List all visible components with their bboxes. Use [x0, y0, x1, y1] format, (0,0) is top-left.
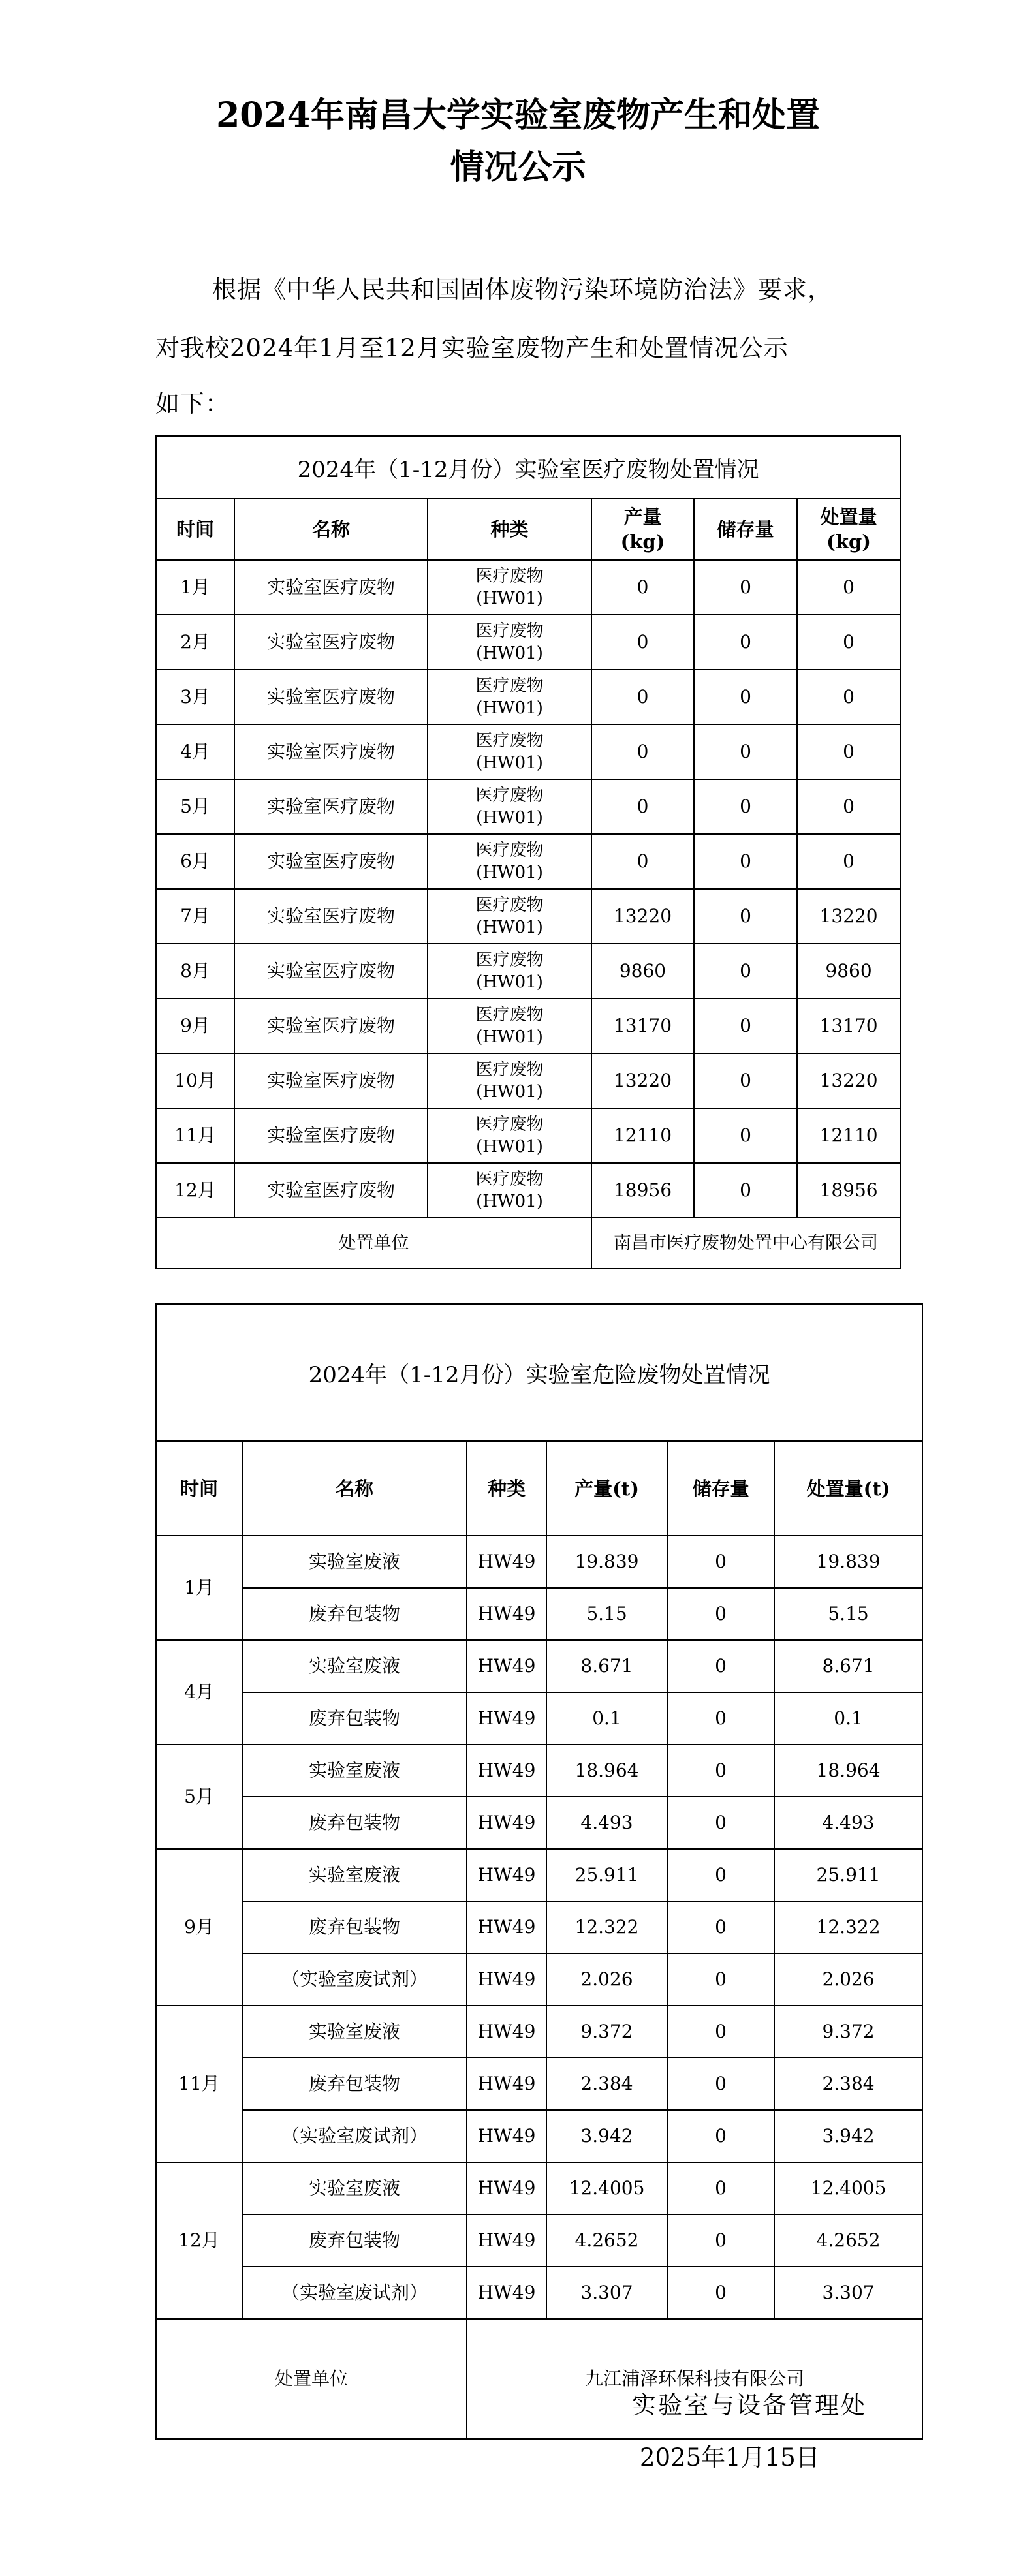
- kind-line-2: (HW01): [476, 972, 543, 992]
- name-cell: （实验室废试剂）: [242, 2110, 467, 2162]
- disposed-cell: 25.911: [774, 1849, 922, 1901]
- name-cell: 实验室医疗废物: [234, 615, 428, 670]
- kind-line-2: (HW01): [476, 918, 543, 937]
- stored-cell: 0: [667, 1588, 774, 1640]
- header-disposed-line-1: 处置量: [820, 506, 877, 528]
- disposed-cell: 18956: [797, 1163, 900, 1218]
- table-row: [156, 1797, 922, 1849]
- month-cell: 5月: [156, 1745, 242, 1849]
- kind-cell: HW49: [467, 1692, 546, 1745]
- kind-line-1: 医疗废物: [475, 895, 544, 915]
- name-cell: 实验室医疗废物: [234, 670, 428, 724]
- name-cell: 废弃包装物: [242, 1901, 467, 1953]
- stored-cell: 0: [694, 779, 797, 834]
- kind-cell: HW49: [467, 2058, 546, 2110]
- name-cell: 实验室医疗废物: [234, 560, 428, 615]
- stored-cell: 0: [694, 1163, 797, 1218]
- disposed-cell: 8.671: [774, 1640, 922, 1692]
- name-cell: （实验室废试剂）: [242, 1953, 467, 2006]
- disposed-cell: 4.2652: [774, 2214, 922, 2267]
- stored-cell: 0: [694, 889, 797, 944]
- issue-date: 2025年1月15日: [640, 2444, 820, 2472]
- stored-cell: 0: [694, 1108, 797, 1163]
- disposed-cell: 4.493: [774, 1797, 922, 1849]
- disposed-cell: 12110: [797, 1108, 900, 1163]
- produced-cell: 2.384: [546, 2058, 667, 2110]
- table-row: [156, 1692, 922, 1745]
- disposal-unit-label: 处置单位: [156, 2319, 467, 2439]
- name-cell: 实验室医疗废物: [234, 889, 428, 944]
- disposed-cell: 0: [797, 724, 900, 779]
- produced-cell: 5.15: [546, 1588, 667, 1640]
- table-row: [156, 2058, 922, 2110]
- month-cell: 6月: [156, 834, 234, 889]
- stored-cell: 0: [694, 670, 797, 724]
- disposed-cell: 19.839: [774, 1536, 922, 1588]
- table-row: [156, 2006, 922, 2058]
- hazardous-table-caption: 2024年（1-12月份）实验室危险废物处置情况: [156, 1304, 922, 1441]
- kind-cell: [428, 670, 591, 724]
- disposed-cell: 3.942: [774, 2110, 922, 2162]
- document-title-line-1: 2024年南昌大学实验室废物产生和处置: [216, 95, 820, 135]
- hazardous-waste-table: [155, 1303, 923, 2440]
- kind-cell: [428, 1108, 591, 1163]
- kind-line-1: 医疗废物: [475, 621, 544, 641]
- month-cell: 11月: [156, 1108, 234, 1163]
- table-row: [156, 724, 900, 779]
- name-cell: 实验室废液: [242, 2162, 467, 2214]
- header-kind: 种类: [428, 499, 591, 560]
- kind-cell: [428, 889, 591, 944]
- name-cell: 实验室废液: [242, 2006, 467, 2058]
- disposed-cell: 12.4005: [774, 2162, 922, 2214]
- kind-line-2: (HW01): [476, 863, 543, 882]
- name-cell: 实验室医疗废物: [234, 834, 428, 889]
- stored-cell: 0: [667, 1901, 774, 1953]
- disposal-unit-value: 南昌市医疗废物处置中心有限公司: [591, 1218, 900, 1269]
- month-cell: 12月: [156, 2162, 242, 2319]
- produced-cell: 18.964: [546, 1745, 667, 1797]
- kind-cell: HW49: [467, 1849, 546, 1901]
- name-cell: 废弃包装物: [242, 2214, 467, 2267]
- kind-cell: [428, 779, 591, 834]
- kind-cell: HW49: [467, 2006, 546, 2058]
- stored-cell: 0: [667, 2006, 774, 2058]
- produced-cell: 4.493: [546, 1797, 667, 1849]
- month-cell: 4月: [156, 724, 234, 779]
- name-cell: 实验室医疗废物: [234, 944, 428, 999]
- table-row: [156, 779, 900, 834]
- produced-cell: 0: [591, 724, 694, 779]
- month-cell: 1月: [156, 560, 234, 615]
- table-row: [156, 1536, 922, 1588]
- produced-cell: 3.942: [546, 2110, 667, 2162]
- header-disposed: [797, 499, 900, 560]
- stored-cell: 0: [694, 834, 797, 889]
- stored-cell: 0: [694, 615, 797, 670]
- kind-cell: [428, 1053, 591, 1108]
- kind-cell: [428, 560, 591, 615]
- disposed-cell: 2.384: [774, 2058, 922, 2110]
- name-cell: 废弃包装物: [242, 1692, 467, 1745]
- produced-cell: 12.4005: [546, 2162, 667, 2214]
- kind-line-2: (HW01): [476, 1192, 543, 1211]
- medical-table-header-row: [156, 499, 900, 560]
- kind-line-1: 医疗废物: [475, 786, 544, 805]
- month-cell: 12月: [156, 1163, 234, 1218]
- stored-cell: 0: [694, 999, 797, 1053]
- kind-cell: [428, 944, 591, 999]
- produced-cell: 9.372: [546, 2006, 667, 2058]
- kind-line-1: 医疗废物: [475, 950, 544, 970]
- month-cell: 10月: [156, 1053, 234, 1108]
- month-cell: 9月: [156, 999, 234, 1053]
- produced-cell: 3.307: [546, 2267, 667, 2319]
- header-disposed-line-2: (kg): [826, 531, 871, 553]
- kind-cell: HW49: [467, 2110, 546, 2162]
- header-time: 时间: [156, 1441, 242, 1536]
- table-row: [156, 2162, 922, 2214]
- kind-cell: [428, 834, 591, 889]
- issuing-department: 实验室与设备管理处: [632, 2391, 867, 2419]
- stored-cell: 0: [667, 2267, 774, 2319]
- kind-line-2: (HW01): [476, 698, 543, 718]
- disposed-cell: 13170: [797, 999, 900, 1053]
- kind-cell: HW49: [467, 2214, 546, 2267]
- name-cell: （实验室废试剂）: [242, 2267, 467, 2319]
- kind-cell: HW49: [467, 2267, 546, 2319]
- month-cell: 4月: [156, 1640, 242, 1745]
- header-name: 名称: [234, 499, 428, 560]
- month-cell: 8月: [156, 944, 234, 999]
- produced-cell: 0: [591, 779, 694, 834]
- month-cell: 11月: [156, 2006, 242, 2162]
- kind-cell: [428, 999, 591, 1053]
- intro-paragraph-line-3: 如下：: [155, 390, 230, 418]
- kind-line-2: (HW01): [476, 1027, 543, 1047]
- month-cell: 3月: [156, 670, 234, 724]
- disposed-cell: 2.026: [774, 1953, 922, 2006]
- stored-cell: 0: [694, 944, 797, 999]
- produced-cell: 0: [591, 615, 694, 670]
- name-cell: 实验室废液: [242, 1849, 467, 1901]
- table-row: [156, 1745, 922, 1797]
- name-cell: 废弃包装物: [242, 2058, 467, 2110]
- kind-cell: HW49: [467, 1745, 546, 1797]
- name-cell: 实验室废液: [242, 1536, 467, 1588]
- produced-cell: 8.671: [546, 1640, 667, 1692]
- disposed-cell: 9.372: [774, 2006, 922, 2058]
- kind-line-2: (HW01): [476, 753, 543, 773]
- name-cell: 实验室医疗废物: [234, 999, 428, 1053]
- stored-cell: 0: [667, 2058, 774, 2110]
- kind-line-1: 医疗废物: [475, 566, 544, 586]
- header-kind: 种类: [467, 1441, 546, 1536]
- disposed-cell: 0: [797, 615, 900, 670]
- produced-cell: 25.911: [546, 1849, 667, 1901]
- disposed-cell: 0: [797, 779, 900, 834]
- name-cell: 实验室医疗废物: [234, 1163, 428, 1218]
- produced-cell: 13170: [591, 999, 694, 1053]
- name-cell: 实验室废液: [242, 1640, 467, 1692]
- table-row: [156, 1640, 922, 1692]
- name-cell: 废弃包装物: [242, 1797, 467, 1849]
- disposed-cell: 12.322: [774, 1901, 922, 1953]
- kind-cell: HW49: [467, 2162, 546, 2214]
- disposed-cell: 5.15: [774, 1588, 922, 1640]
- disposal-unit-label: 处置单位: [156, 1218, 591, 1269]
- month-cell: 7月: [156, 889, 234, 944]
- name-cell: 废弃包装物: [242, 1588, 467, 1640]
- name-cell: 实验室医疗废物: [234, 779, 428, 834]
- produced-cell: 9860: [591, 944, 694, 999]
- kind-line-1: 医疗废物: [475, 1115, 544, 1134]
- stored-cell: 0: [694, 1053, 797, 1108]
- kind-line-1: 医疗废物: [475, 676, 544, 696]
- medical-table-footer-row: [156, 1218, 900, 1269]
- intro-paragraph-line-1: 根据《中华人民共和国固体废物污染环境防治法》要求，: [212, 275, 832, 303]
- kind-cell: [428, 1163, 591, 1218]
- kind-cell: HW49: [467, 1536, 546, 1588]
- kind-cell: HW49: [467, 1953, 546, 2006]
- medical-table-caption: 2024年（1-12月份）实验室医疗废物处置情况: [156, 436, 900, 499]
- disposed-cell: 9860: [797, 944, 900, 999]
- produced-cell: 13220: [591, 889, 694, 944]
- stored-cell: 0: [667, 2214, 774, 2267]
- table-row: [156, 1588, 922, 1640]
- stored-cell: 0: [667, 1797, 774, 1849]
- stored-cell: 0: [694, 560, 797, 615]
- table-row: [156, 1108, 900, 1163]
- kind-line-1: 医疗废物: [475, 841, 544, 860]
- table-row: [156, 1849, 922, 1901]
- disposed-cell: 3.307: [774, 2267, 922, 2319]
- hazardous-table-footer-row: [156, 2319, 922, 2439]
- medical-waste-table: [155, 435, 901, 1269]
- disposed-cell: 13220: [797, 1053, 900, 1108]
- stored-cell: 0: [667, 2110, 774, 2162]
- disposal-unit-value: 九江浦泽环保科技有限公司: [467, 2319, 922, 2439]
- kind-line-2: (HW01): [476, 1137, 543, 1156]
- kind-line-1: 医疗废物: [475, 731, 544, 751]
- header-name: 名称: [242, 1441, 467, 1536]
- stored-cell: 0: [667, 1953, 774, 2006]
- intro-paragraph-line-2: 对我校2024年1月至12月实验室废物产生和处置情况公示: [155, 334, 789, 362]
- stored-cell: 0: [667, 1745, 774, 1797]
- produced-cell: 0.1: [546, 1692, 667, 1745]
- produced-cell: 2.026: [546, 1953, 667, 2006]
- kind-line-2: (HW01): [476, 808, 543, 828]
- produced-cell: 19.839: [546, 1536, 667, 1588]
- produced-cell: 0: [591, 560, 694, 615]
- header-disposed: 处置量(t): [774, 1441, 922, 1536]
- table-row: [156, 944, 900, 999]
- disposed-cell: 13220: [797, 889, 900, 944]
- stored-cell: 0: [694, 724, 797, 779]
- kind-cell: [428, 615, 591, 670]
- header-stored: 储存量: [694, 499, 797, 560]
- header-stored: 储存量: [667, 1441, 774, 1536]
- kind-cell: HW49: [467, 1588, 546, 1640]
- table-row: [156, 834, 900, 889]
- month-cell: 5月: [156, 779, 234, 834]
- table-row: [156, 999, 900, 1053]
- table-row: [156, 2267, 922, 2319]
- header-produced: [591, 499, 694, 560]
- table-row: [156, 2110, 922, 2162]
- kind-cell: [428, 724, 591, 779]
- disposed-cell: 0.1: [774, 1692, 922, 1745]
- kind-cell: HW49: [467, 1901, 546, 1953]
- stored-cell: 0: [667, 1640, 774, 1692]
- kind-cell: HW49: [467, 1640, 546, 1692]
- table-row: [156, 615, 900, 670]
- hazardous-table-header-row: [156, 1441, 922, 1536]
- produced-cell: 18956: [591, 1163, 694, 1218]
- header-produced-line-2: (kg): [620, 531, 665, 553]
- table-row: [156, 560, 900, 615]
- table-row: [156, 670, 900, 724]
- produced-cell: 12.322: [546, 1901, 667, 1953]
- document-title-line-2: 情况公示: [450, 147, 586, 187]
- table-row: [156, 889, 900, 944]
- table-row: [156, 1901, 922, 1953]
- disposed-cell: 0: [797, 834, 900, 889]
- month-cell: 2月: [156, 615, 234, 670]
- header-produced-line-1: 产量: [623, 506, 662, 528]
- produced-cell: 13220: [591, 1053, 694, 1108]
- produced-cell: 12110: [591, 1108, 694, 1163]
- kind-line-1: 医疗废物: [475, 1170, 544, 1189]
- month-cell: 1月: [156, 1536, 242, 1640]
- kind-line-2: (HW01): [476, 1082, 543, 1102]
- name-cell: 实验室医疗废物: [234, 1053, 428, 1108]
- produced-cell: 0: [591, 670, 694, 724]
- disposed-cell: 0: [797, 670, 900, 724]
- table-row: [156, 2214, 922, 2267]
- month-cell: 9月: [156, 1849, 242, 2006]
- kind-cell: HW49: [467, 1797, 546, 1849]
- stored-cell: 0: [667, 2162, 774, 2214]
- header-produced: 产量(t): [546, 1441, 667, 1536]
- header-time: 时间: [156, 499, 234, 560]
- disposed-cell: 0: [797, 560, 900, 615]
- table-row: [156, 1953, 922, 2006]
- name-cell: 实验室医疗废物: [234, 724, 428, 779]
- name-cell: 实验室医疗废物: [234, 1108, 428, 1163]
- stored-cell: 0: [667, 1536, 774, 1588]
- table-row: [156, 1163, 900, 1218]
- name-cell: 实验室废液: [242, 1745, 467, 1797]
- stored-cell: 0: [667, 1849, 774, 1901]
- produced-cell: 0: [591, 834, 694, 889]
- produced-cell: 4.2652: [546, 2214, 667, 2267]
- disposed-cell: 18.964: [774, 1745, 922, 1797]
- table-row: [156, 1053, 900, 1108]
- kind-line-2: (HW01): [476, 589, 543, 608]
- kind-line-1: 医疗废物: [475, 1060, 544, 1079]
- kind-line-2: (HW01): [476, 644, 543, 663]
- kind-line-1: 医疗废物: [475, 1005, 544, 1025]
- stored-cell: 0: [667, 1692, 774, 1745]
